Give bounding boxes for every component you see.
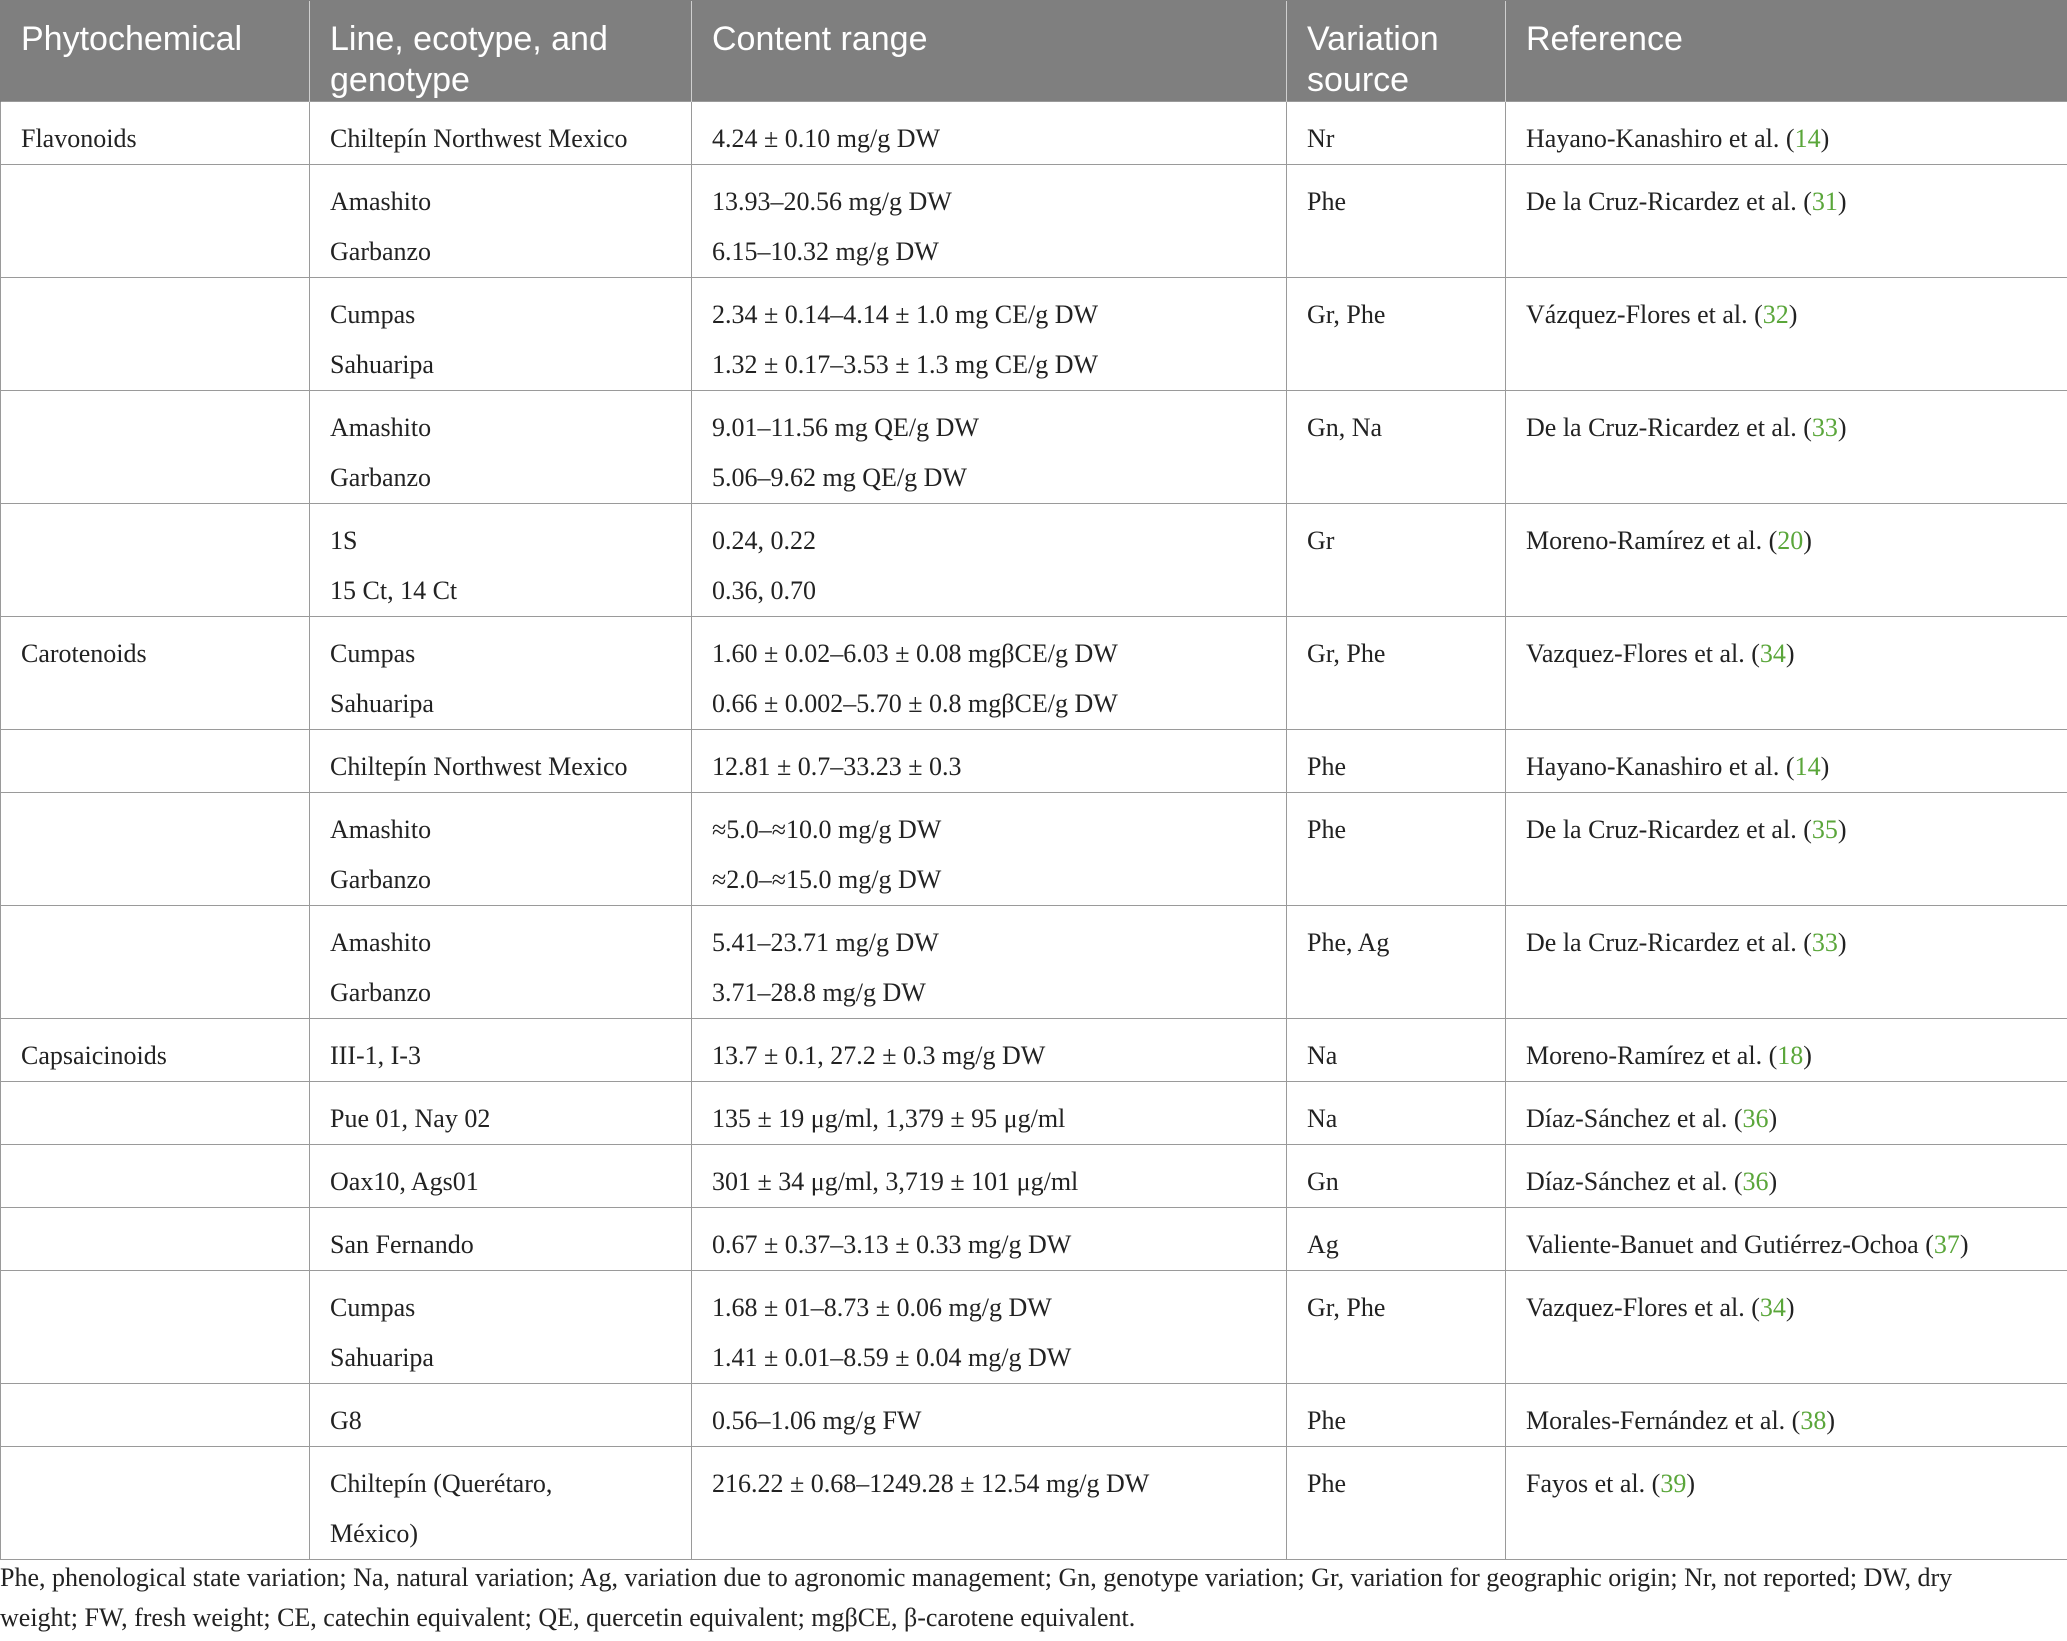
reference-number-link[interactable]: 14 — [1794, 752, 1821, 781]
content-entry: 13.7 ± 0.1, 27.2 ± 0.3 mg/g DW — [712, 1041, 1046, 1070]
cell-variation-source: Nr — [1287, 102, 1506, 165]
cell-reference — [1506, 504, 2067, 617]
line-entry: Cumpas — [330, 1293, 416, 1322]
cell-phytochemical — [1, 906, 310, 1019]
cell-variation-source: Phe — [1287, 793, 1506, 906]
table-header-row — [1, 1, 2067, 102]
cell-reference — [1506, 617, 2067, 730]
line-entry: Sahuaripa — [330, 689, 434, 718]
cell-reference — [1506, 1082, 2067, 1145]
reference-close-paren: ) — [1803, 526, 1812, 555]
content-entry: 0.36, 0.70 — [712, 576, 816, 605]
table-row — [1, 165, 2067, 278]
cell-content-range — [692, 1447, 1287, 1560]
reference-close-paren: ) — [1959, 1230, 1969, 1259]
table-row — [1, 1208, 2067, 1271]
content-entry: 6.15–10.32 mg/g DW — [712, 237, 939, 266]
line-entry: Pue 01, Nay 02 — [330, 1104, 491, 1133]
cell-line-ecotype-genotype — [310, 1384, 692, 1447]
cell-phytochemical — [1, 391, 310, 504]
reference-close-paren: ) — [1837, 413, 1847, 442]
reference-number-link[interactable]: 33 — [1811, 413, 1838, 442]
table-row — [1, 102, 2067, 165]
line-entry: 1S — [330, 526, 358, 555]
cell-reference — [1506, 906, 2067, 1019]
table-row — [1, 504, 2067, 617]
cell-content-range — [692, 1082, 1287, 1145]
cell-variation-source: Phe, Ag — [1287, 906, 1506, 1019]
cell-content-range — [692, 906, 1287, 1019]
reference-text: Valiente-Banuet and Gutiérrez-Ochoa ( — [1526, 1230, 1934, 1259]
line-entry: Oax10, Ags01 — [330, 1167, 479, 1196]
reference-close-paren: ) — [1837, 815, 1847, 844]
reference-close-paren: ) — [1820, 752, 1830, 781]
reference-number-link[interactable]: 37 — [1933, 1230, 1960, 1259]
reference-text: De la Cruz-Ricardez et al. ( — [1526, 187, 1812, 216]
reference-number-link[interactable]: 36 — [1742, 1167, 1769, 1196]
cell-content-range — [692, 617, 1287, 730]
cell-content-range — [692, 102, 1287, 165]
cell-line-ecotype-genotype — [310, 1145, 692, 1208]
reference-number-link[interactable]: 14 — [1794, 124, 1821, 153]
cell-line-ecotype-genotype — [310, 1019, 692, 1082]
reference-close-paren: ) — [1820, 124, 1830, 153]
cell-content-range — [692, 730, 1287, 793]
cell-reference — [1506, 102, 2067, 165]
table-row — [1, 1271, 2067, 1384]
content-entry: 1.32 ± 0.17–3.53 ± 1.3 mg CE/g DW — [712, 350, 1099, 379]
reference-text: Moreno-Ramírez et al. ( — [1526, 1041, 1778, 1070]
reference-text: De la Cruz-Ricardez et al. ( — [1526, 928, 1812, 957]
content-entry: 135 ± 19 μg/ml, 1,379 ± 95 μg/ml — [712, 1104, 1066, 1133]
cell-reference — [1506, 793, 2067, 906]
reference-close-paren: ) — [1686, 1469, 1695, 1498]
cell-variation-source: Gn, Na — [1287, 391, 1506, 504]
cell-content-range — [692, 504, 1287, 617]
line-entry: Garbanzo — [330, 978, 432, 1007]
cell-phytochemical — [1, 1082, 310, 1145]
content-entry: 5.06–9.62 mg QE/g DW — [712, 463, 967, 492]
line-entry: San Fernando — [330, 1230, 474, 1259]
table-row — [1, 1145, 2067, 1208]
line-entry: Garbanzo — [330, 237, 432, 266]
table-footnote — [0, 1558, 2067, 1638]
cell-line-ecotype-genotype — [310, 793, 692, 906]
cell-phytochemical: Flavonoids — [1, 102, 310, 165]
line-entry: Amashito — [330, 928, 432, 957]
cell-reference — [1506, 165, 2067, 278]
reference-close-paren: ) — [1837, 187, 1847, 216]
content-entry: ≈2.0–≈15.0 mg/g DW — [712, 865, 942, 894]
cell-reference — [1506, 1019, 2067, 1082]
cell-reference — [1506, 1145, 2067, 1208]
reference-close-paren: ) — [1785, 1293, 1795, 1322]
cell-reference — [1506, 391, 2067, 504]
table-body — [1, 102, 2067, 1560]
reference-number-link[interactable]: 20 — [1777, 526, 1804, 555]
reference-text: Vázquez-Flores et al. ( — [1526, 300, 1763, 329]
line-entry: Amashito — [330, 187, 432, 216]
content-entry: 9.01–11.56 mg QE/g DW — [712, 413, 979, 442]
table-row — [1, 906, 2067, 1019]
cell-phytochemical — [1, 1208, 310, 1271]
line-entry: Amashito — [330, 815, 432, 844]
table-row — [1, 1019, 2067, 1082]
cell-variation-source: Ag — [1287, 1208, 1506, 1271]
cell-phytochemical — [1, 278, 310, 391]
cell-phytochemical — [1, 1145, 310, 1208]
cell-content-range — [692, 793, 1287, 906]
reference-number-link[interactable]: 35 — [1811, 815, 1838, 844]
cell-line-ecotype-genotype — [310, 102, 692, 165]
cell-reference — [1506, 1447, 2067, 1560]
cell-variation-source: Na — [1287, 1082, 1506, 1145]
reference-text: De la Cruz-Ricardez et al. ( — [1526, 815, 1812, 844]
line-entry: Garbanzo — [330, 865, 432, 894]
reference-number-link[interactable]: 33 — [1811, 928, 1838, 957]
cell-reference — [1506, 730, 2067, 793]
cell-reference — [1506, 278, 2067, 391]
cell-line-ecotype-genotype — [310, 278, 692, 391]
reference-text: Vazquez-Flores et al. ( — [1526, 639, 1760, 668]
reference-number-link[interactable]: 39 — [1660, 1469, 1687, 1498]
cell-line-ecotype-genotype — [310, 730, 692, 793]
content-entry: 0.67 ± 0.37–3.13 ± 0.33 mg/g DW — [712, 1230, 1072, 1259]
cell-line-ecotype-genotype — [310, 1082, 692, 1145]
content-entry: 1.60 ± 0.02–6.03 ± 0.08 mgβCE/g DW — [712, 639, 1118, 668]
cell-content-range — [692, 1271, 1287, 1384]
cell-content-range — [692, 278, 1287, 391]
reference-number-link[interactable]: 36 — [1742, 1104, 1769, 1133]
cell-content-range — [692, 165, 1287, 278]
reference-text: Moreno-Ramírez et al. ( — [1526, 526, 1778, 555]
content-entry: 1.41 ± 0.01–8.59 ± 0.04 mg/g DW — [712, 1343, 1072, 1372]
table-row — [1, 730, 2067, 793]
cell-variation-source: Gr, Phe — [1287, 617, 1506, 730]
line-entry: Cumpas — [330, 300, 416, 329]
cell-line-ecotype-genotype — [310, 906, 692, 1019]
table-row — [1, 1384, 2067, 1447]
cell-line-ecotype-genotype — [310, 1447, 692, 1560]
header-variation-source: Variation source — [1287, 1, 1506, 102]
reference-text: Díaz-Sánchez et al. ( — [1526, 1167, 1743, 1196]
line-entry: III-1, I-3 — [330, 1041, 421, 1070]
table-row — [1, 278, 2067, 391]
reference-text: Fayos et al. ( — [1526, 1469, 1661, 1498]
cell-phytochemical — [1, 1447, 310, 1560]
content-entry: 301 ± 34 μg/ml, 3,719 ± 101 μg/ml — [712, 1167, 1079, 1196]
content-entry: 0.24, 0.22 — [712, 526, 816, 555]
line-entry: G8 — [330, 1406, 362, 1435]
cell-phytochemical — [1, 730, 310, 793]
reference-number-link[interactable]: 34 — [1759, 639, 1786, 668]
table-row — [1, 391, 2067, 504]
reference-close-paren: ) — [1803, 1041, 1812, 1070]
content-entry: 0.66 ± 0.002–5.70 ± 0.8 mgβCE/g DW — [712, 689, 1118, 718]
content-entry: 1.68 ± 01–8.73 ± 0.06 mg/g DW — [712, 1293, 1052, 1322]
cell-content-range — [692, 1145, 1287, 1208]
content-entry: 216.22 ± 0.68–1249.28 ± 12.54 mg/g DW — [712, 1469, 1150, 1498]
content-entry: 0.56–1.06 mg/g FW — [712, 1406, 922, 1435]
line-entry: México) — [330, 1519, 419, 1548]
content-entry: 2.34 ± 0.14–4.14 ± 1.0 mg CE/g DW — [712, 300, 1099, 329]
cell-line-ecotype-genotype — [310, 1271, 692, 1384]
cell-content-range — [692, 1384, 1287, 1447]
cell-phytochemical — [1, 504, 310, 617]
cell-line-ecotype-genotype — [310, 617, 692, 730]
cell-line-ecotype-genotype — [310, 391, 692, 504]
content-entry: 5.41–23.71 mg/g DW — [712, 928, 939, 957]
reference-close-paren: ) — [1837, 928, 1847, 957]
cell-variation-source: Gr, Phe — [1287, 1271, 1506, 1384]
reference-text: Hayano-Kanashiro et al. ( — [1526, 752, 1795, 781]
cell-variation-source: Phe — [1287, 1384, 1506, 1447]
cell-line-ecotype-genotype — [310, 1208, 692, 1271]
cell-variation-source: Phe — [1287, 730, 1506, 793]
cell-phytochemical — [1, 165, 310, 278]
cell-phytochemical — [1, 793, 310, 906]
table-row — [1, 793, 2067, 906]
cell-line-ecotype-genotype — [310, 504, 692, 617]
header-reference: Reference — [1506, 1, 2067, 102]
reference-number-link[interactable]: 18 — [1777, 1041, 1804, 1070]
line-entry: Garbanzo — [330, 463, 432, 492]
table-row — [1, 1447, 2067, 1560]
cell-content-range — [692, 1019, 1287, 1082]
reference-close-paren: ) — [1826, 1406, 1835, 1435]
reference-number-link[interactable]: 32 — [1762, 300, 1789, 329]
cell-variation-source: Phe — [1287, 1447, 1506, 1560]
reference-text: Vazquez-Flores et al. ( — [1526, 1293, 1760, 1322]
line-entry: Sahuaripa — [330, 1343, 434, 1372]
reference-close-paren: ) — [1768, 1167, 1778, 1196]
cell-variation-source: Gr, Phe — [1287, 278, 1506, 391]
line-entry: Chiltepín (Querétaro, — [330, 1469, 553, 1498]
header-content-range: Content range — [692, 1, 1287, 102]
content-entry: 4.24 ± 0.10 mg/g DW — [712, 124, 941, 153]
cell-variation-source: Gr — [1287, 504, 1506, 617]
cell-phytochemical — [1, 1384, 310, 1447]
line-entry: Amashito — [330, 413, 432, 442]
cell-reference — [1506, 1384, 2067, 1447]
reference-text: Morales-Fernández et al. ( — [1526, 1406, 1801, 1435]
reference-number-link[interactable]: 34 — [1759, 1293, 1786, 1322]
cell-reference — [1506, 1271, 2067, 1384]
header-line-ecotype-genotype: Line, ecotype, and genotype — [310, 1, 692, 102]
content-entry: 12.81 ± 0.7–33.23 ± 0.3 — [712, 752, 962, 781]
reference-close-paren: ) — [1768, 1104, 1778, 1133]
header-phytochemical: Phytochemical — [1, 1, 310, 102]
cell-variation-source: Gn — [1287, 1145, 1506, 1208]
reference-number-link[interactable]: 38 — [1800, 1406, 1827, 1435]
cell-reference — [1506, 1208, 2067, 1271]
line-entry: Cumpas — [330, 639, 416, 668]
footnote-line-1: Phe, phenological state variation; Na, natural variation; Ag, variation due to agronomic management; Gn, genotype variation; Gr, variation for geographic origin; Nr, not reported; DW, dry — [0, 1563, 1953, 1592]
table-row — [1, 617, 2067, 730]
reference-close-paren: ) — [1785, 639, 1795, 668]
line-entry: Chiltepín Northwest Mexico — [330, 124, 628, 153]
cell-phytochemical: Carotenoids — [1, 617, 310, 730]
content-entry: 3.71–28.8 mg/g DW — [712, 978, 926, 1007]
reference-text: Hayano-Kanashiro et al. ( — [1526, 124, 1795, 153]
cell-phytochemical: Capsaicinoids — [1, 1019, 310, 1082]
content-entry: ≈5.0–≈10.0 mg/g DW — [712, 815, 942, 844]
reference-text: De la Cruz-Ricardez et al. ( — [1526, 413, 1812, 442]
cell-line-ecotype-genotype — [310, 165, 692, 278]
cell-content-range — [692, 1208, 1287, 1271]
footnote-line-2: weight; FW, fresh weight; CE, catechin equivalent; QE, quercetin equivalent; mgβCE, β-carotene equivalent. — [0, 1603, 1136, 1632]
line-entry: Chiltepín Northwest Mexico — [330, 752, 628, 781]
reference-close-paren: ) — [1788, 300, 1798, 329]
cell-variation-source: Na — [1287, 1019, 1506, 1082]
reference-text: Díaz-Sánchez et al. ( — [1526, 1104, 1743, 1133]
cell-content-range — [692, 391, 1287, 504]
line-entry: Sahuaripa — [330, 350, 434, 379]
table-row — [1, 1082, 2067, 1145]
cell-variation-source: Phe — [1287, 165, 1506, 278]
reference-number-link[interactable]: 31 — [1811, 187, 1838, 216]
line-entry: 15 Ct, 14 Ct — [330, 576, 458, 605]
content-entry: 13.93–20.56 mg/g DW — [712, 187, 952, 216]
cell-phytochemical — [1, 1271, 310, 1384]
